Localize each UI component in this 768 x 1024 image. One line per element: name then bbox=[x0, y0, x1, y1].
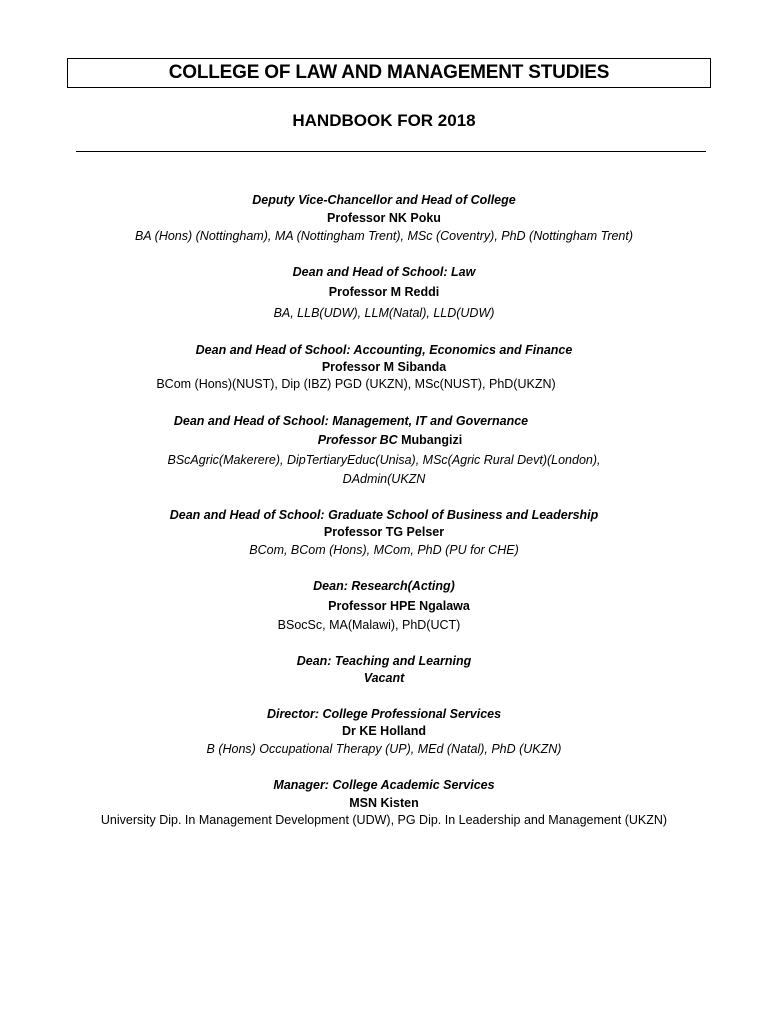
staff-qualifications: BA (Hons) (Nottingham), MA (Nottingham Trent), MSc (Coventry), PhD (Nottingham Trent) bbox=[134, 229, 634, 243]
staff-qualifications: University Dip. In Management Development (UDW), PG Dip. In Leadership and Management (UKZN) bbox=[100, 813, 668, 827]
staff-role: Dean: Research(Acting) bbox=[313, 579, 455, 593]
staff-name: Vacant bbox=[363, 671, 405, 685]
staff-name: Professor TG Pelser bbox=[323, 525, 445, 539]
staff-name: Professor M Reddi bbox=[328, 285, 440, 299]
staff-qualifications: BScAgric(Makerere), DipTertiaryEduc(Unisa), MSc(Agric Rural Devt)(London), bbox=[167, 453, 601, 467]
staff-name bbox=[6, 432, 768, 448]
staff-role: Dean: Teaching and Learning bbox=[296, 654, 472, 668]
staff-role: Director: College Professional Services bbox=[266, 707, 502, 721]
divider-rule bbox=[76, 151, 706, 152]
staff-role: Manager: College Academic Services bbox=[273, 778, 495, 792]
staff-name: Dr KE Holland bbox=[341, 724, 427, 738]
staff-qualifications: BCom, BCom (Hons), MCom, PhD (PU for CHE) bbox=[249, 543, 519, 557]
staff-name: Professor NK Poku bbox=[327, 211, 441, 225]
staff-name: Professor HPE Ngalawa bbox=[328, 599, 470, 613]
staff-qualifications: BCom (Hons)(NUST), Dip (IBZ) PGD (UKZN), MSc(NUST), PhD(UKZN) bbox=[156, 377, 556, 391]
staff-qualifications: BA, LLB(UDW), LLM(Natal), LLD(UDW) bbox=[273, 306, 495, 320]
staff-role: Deputy Vice-Chancellor and Head of College bbox=[252, 193, 516, 207]
handbook-title: HANDBOOK FOR 2018 bbox=[292, 111, 476, 130]
staff-name: Professor M Sibanda bbox=[321, 360, 447, 374]
staff-role: Dean and Head of School: Law bbox=[292, 265, 476, 279]
college-title: COLLEGE OF LAW AND MANAGEMENT STUDIES bbox=[67, 58, 711, 88]
staff-name-title: Professor BC bbox=[317, 433, 398, 447]
staff-qualifications: DAdmin(UKZN bbox=[342, 472, 426, 486]
staff-qualifications: B (Hons) Occupational Therapy (UP), MEd (Natal), PhD (UKZN) bbox=[206, 742, 562, 756]
staff-name: MSN Kisten bbox=[349, 796, 419, 810]
staff-name-surname: Mubangizi bbox=[401, 433, 463, 447]
staff-qualifications: BSocSc, MA(Malawi), PhD(UCT) bbox=[277, 618, 461, 632]
staff-role: Dean and Head of School: Management, IT and Governance bbox=[173, 414, 529, 428]
staff-role: Dean and Head of School: Graduate School of Business and Leadership bbox=[169, 508, 599, 522]
staff-role: Dean and Head of School: Accounting, Economics and Finance bbox=[195, 343, 573, 357]
